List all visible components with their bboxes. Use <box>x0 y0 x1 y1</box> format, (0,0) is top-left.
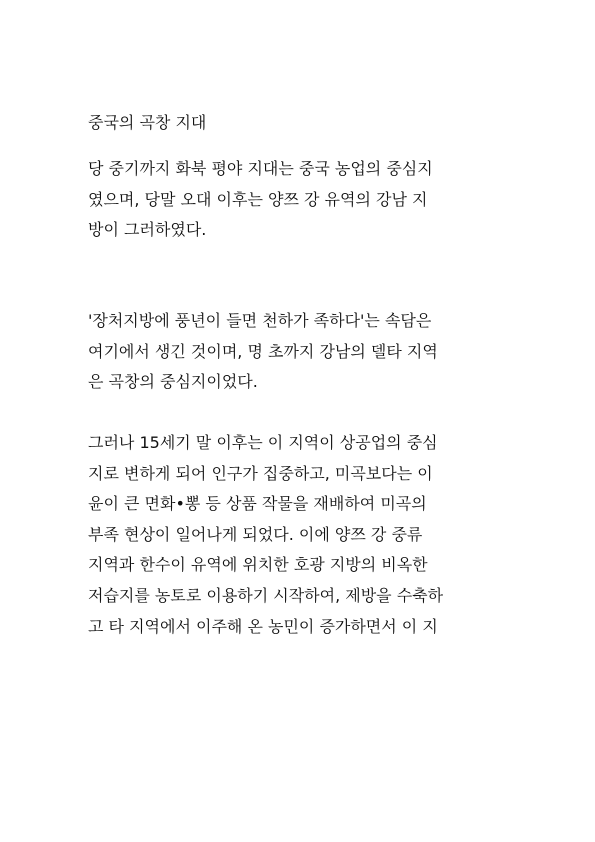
paragraph-line: 고 타 지역에서 이주해 온 농민이 증가하면서 이 지 <box>88 616 438 636</box>
paragraph-1 <box>88 154 528 246</box>
paragraph-3 <box>88 428 528 642</box>
page-title: 중국의 곡창 지대 <box>88 113 207 132</box>
paragraph-line: 지로 변하게 되어 인구가 집중하고, 미곡보다는 이 <box>88 463 433 483</box>
paragraph-line: 윤이 큰 면화•뽕 등 상품 작물을 재배하여 미곡의 <box>88 494 427 514</box>
paragraph-line: 지역과 한수이 유역에 위치한 호광 지방의 비옥한 <box>88 555 428 575</box>
paragraph-line: 방이 그러하였다. <box>88 220 207 239</box>
paragraph-line: '장처지방에 풍년이 들면 천하가 족하다'는 속담은 <box>88 311 432 330</box>
paragraph-line: 저습지를 농토로 이용하기 시작하여, 제방을 수축하 <box>88 585 444 605</box>
paragraph-line: 당 중기까지 화북 평야 지대는 중국 농업의 중심지 <box>88 159 433 178</box>
paragraph-line: 부족 현상이 일어나게 되었다. 이에 양쯔 강 중류 <box>88 524 423 544</box>
paragraph-line: 그러나 15세기 말 이후는 이 지역이 상공업의 중심 <box>88 433 438 452</box>
paragraph-line: 여기에서 생긴 것이며, 명 초까지 강남의 델타 지역 <box>88 341 438 361</box>
paragraph-2 <box>88 306 528 398</box>
paragraph-line: 은 곡창의 중심지이었다. <box>88 372 258 391</box>
paragraph-line: 였으며, 당말 오대 이후는 양쯔 강 유역의 강남 지 <box>88 189 428 209</box>
